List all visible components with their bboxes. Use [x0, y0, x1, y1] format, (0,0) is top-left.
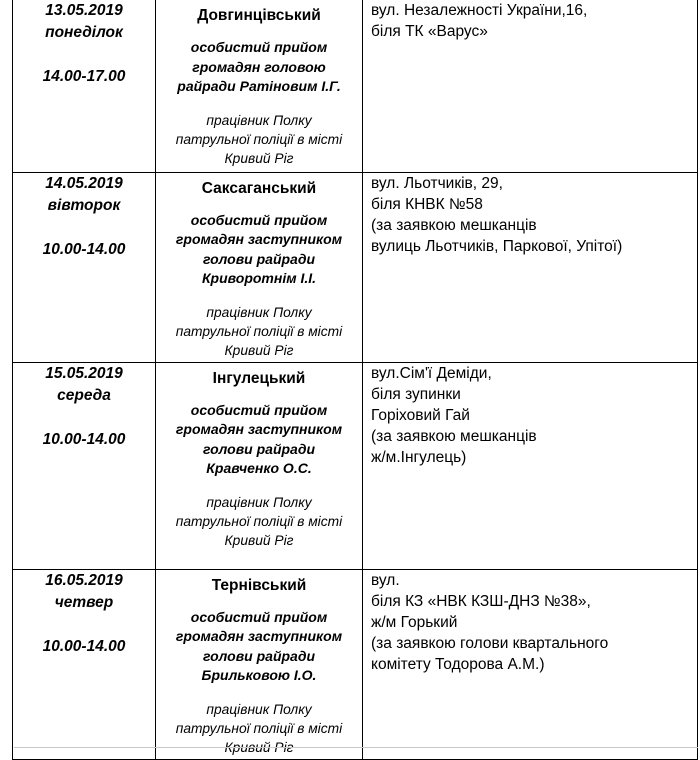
time: 10.00-14.00	[42, 240, 126, 258]
schedule-row	[13, 172, 698, 362]
address-line: вул. Льотчиків, 29,	[371, 174, 503, 192]
police-text: працівник Полку патрульної поліції в місті Кривий Ріг	[175, 494, 343, 548]
district-cell	[156, 0, 363, 172]
date: 13.05.2019	[45, 2, 123, 19]
reception-text: особистий прийом громадян заступником голови райради Кравченко О.С.	[175, 401, 343, 476]
address-cell	[363, 362, 698, 569]
address-line: комітету Тодорова А.М.)	[371, 655, 545, 673]
district-cell	[156, 362, 363, 569]
date-cell	[13, 0, 156, 172]
district-name: Тернівський	[211, 576, 307, 594]
address-line: вул. Незалежності України,16,	[371, 2, 588, 19]
date: 16.05.2019	[45, 571, 123, 589]
reception-text: особистий прийом громадян головою райради Ратіновим І.Г.	[177, 39, 341, 94]
date-cell	[13, 362, 156, 569]
address-line: біля КНВК №58	[371, 195, 483, 213]
schedule-row	[13, 362, 698, 569]
district-cell	[156, 172, 363, 362]
address-line: ж/м.Інгулець)	[371, 448, 467, 466]
police-text: працівник Полку патрульної поліції в місті Кривий Ріг	[175, 701, 343, 755]
police-text: працівник Полку патрульної поліції в місті Кривий Ріг	[175, 112, 343, 166]
address-line: вулиць Льотчиків, Паркової, Упітої)	[371, 237, 623, 255]
district-name: Інгулецький	[212, 369, 306, 387]
time: 14.00-17.00	[42, 68, 126, 85]
address-line: ж/м Горький	[371, 613, 458, 631]
police-text: працівник Полку патрульної поліції в місті Кривий Ріг	[175, 304, 343, 358]
date: 14.05.2019	[45, 174, 123, 192]
reception-text: особистий прийом громадян заступником голови райради Криворотнім І.І.	[175, 211, 343, 286]
weekday: середа	[57, 386, 111, 404]
district-cell	[156, 569, 363, 759]
weekday: четвер	[54, 593, 114, 611]
date-cell	[13, 569, 156, 759]
weekday: вівторок	[47, 196, 121, 214]
address-line: вул.Сім'ї Деміди,	[371, 364, 492, 382]
address-line: (за заявкою мешканців	[371, 216, 537, 234]
address-line: біля КЗ «НВК КЗШ-ДНЗ №38»,	[371, 592, 591, 610]
date: 15.05.2019	[45, 364, 123, 382]
address-cell	[363, 569, 698, 759]
schedule-table	[12, 0, 698, 760]
address-line: вул.	[371, 571, 400, 589]
schedule-row	[13, 569, 698, 759]
weekday: понеділок	[45, 24, 123, 41]
district-name: Довгинцівський	[197, 7, 321, 24]
date-cell	[13, 172, 156, 362]
address-line: Горіховий Гай	[371, 406, 470, 424]
address-line: (за заявкою голови квартального	[371, 634, 609, 652]
time: 10.00-14.00	[42, 430, 126, 448]
page-bottom-rule	[14, 747, 698, 748]
address-cell	[363, 0, 698, 172]
address-cell	[363, 172, 698, 362]
address-line: біля зупинки	[371, 385, 461, 403]
address-line: біля ТК «Варус»	[371, 23, 488, 40]
schedule-row	[13, 0, 698, 172]
time: 10.00-14.00	[42, 637, 126, 655]
address-line: (за заявкою мешканців	[371, 427, 537, 445]
district-name: Саксаганський	[201, 179, 317, 197]
reception-text: особистий прийом громадян заступником голови райради Брильковою І.О.	[175, 608, 343, 683]
